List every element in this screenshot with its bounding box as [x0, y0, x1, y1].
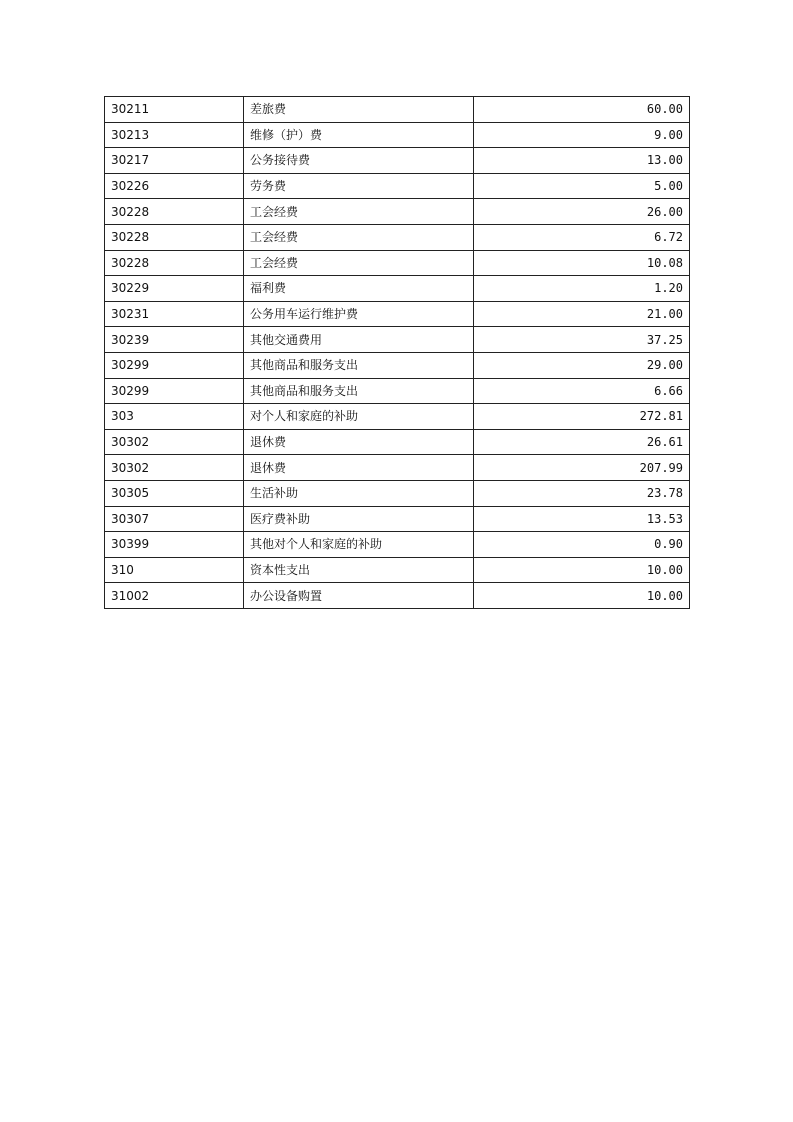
subject-code-cell: 30217 — [105, 148, 244, 174]
subject-name-cell: 资本性支出 — [244, 557, 474, 583]
subject-name-cell: 劳务费 — [244, 173, 474, 199]
table-row — [105, 148, 690, 174]
amount-cell: 26.61 — [474, 429, 690, 455]
amount-cell: 10.08 — [474, 250, 690, 276]
subject-name-cell: 生活补助 — [244, 480, 474, 506]
subject-name-cell: 其他商品和服务支出 — [244, 378, 474, 404]
amount-cell: 10.00 — [474, 557, 690, 583]
amount-cell: 1.20 — [474, 276, 690, 302]
subject-code-cell: 30213 — [105, 122, 244, 148]
table-row — [105, 199, 690, 225]
subject-code-cell: 30231 — [105, 301, 244, 327]
subject-name-cell: 退休费 — [244, 455, 474, 481]
amount-cell: 13.00 — [474, 148, 690, 174]
subject-code-cell: 30399 — [105, 532, 244, 558]
expenditure-table-body — [105, 97, 690, 609]
subject-name-cell: 办公设备购置 — [244, 583, 474, 609]
subject-name-cell: 医疗费补助 — [244, 506, 474, 532]
table-row — [105, 404, 690, 430]
subject-code-cell: 30226 — [105, 173, 244, 199]
subject-code-cell: 310 — [105, 557, 244, 583]
amount-cell: 26.00 — [474, 199, 690, 225]
subject-code-cell: 30307 — [105, 506, 244, 532]
subject-code-cell: 31002 — [105, 583, 244, 609]
amount-cell: 29.00 — [474, 352, 690, 378]
amount-cell: 207.99 — [474, 455, 690, 481]
subject-code-cell: 30228 — [105, 250, 244, 276]
amount-cell: 0.90 — [474, 532, 690, 558]
subject-name-cell: 公务用车运行维护费 — [244, 301, 474, 327]
table-row — [105, 173, 690, 199]
table-row — [105, 301, 690, 327]
amount-cell: 23.78 — [474, 480, 690, 506]
amount-cell: 37.25 — [474, 327, 690, 353]
subject-name-cell: 福利费 — [244, 276, 474, 302]
table-row — [105, 506, 690, 532]
table-row — [105, 276, 690, 302]
subject-name-cell: 其他商品和服务支出 — [244, 352, 474, 378]
subject-name-cell: 其他对个人和家庭的补助 — [244, 532, 474, 558]
amount-cell: 272.81 — [474, 404, 690, 430]
subject-name-cell: 退休费 — [244, 429, 474, 455]
table-row — [105, 327, 690, 353]
subject-name-cell: 其他交通费用 — [244, 327, 474, 353]
subject-code-cell: 303 — [105, 404, 244, 430]
subject-name-cell: 差旅费 — [244, 97, 474, 123]
subject-code-cell: 30211 — [105, 97, 244, 123]
table-row — [105, 557, 690, 583]
subject-name-cell: 工会经费 — [244, 224, 474, 250]
table-row — [105, 583, 690, 609]
amount-cell: 9.00 — [474, 122, 690, 148]
subject-code-cell: 30299 — [105, 352, 244, 378]
subject-code-cell: 30305 — [105, 480, 244, 506]
table-row — [105, 429, 690, 455]
subject-name-cell: 工会经费 — [244, 250, 474, 276]
table-row — [105, 378, 690, 404]
amount-cell: 60.00 — [474, 97, 690, 123]
table-row — [105, 97, 690, 123]
subject-name-cell: 公务接待费 — [244, 148, 474, 174]
amount-cell: 10.00 — [474, 583, 690, 609]
subject-code-cell: 30302 — [105, 455, 244, 481]
subject-code-cell: 30228 — [105, 224, 244, 250]
table-row — [105, 532, 690, 558]
amount-cell: 21.00 — [474, 301, 690, 327]
subject-name-cell: 工会经费 — [244, 199, 474, 225]
table-row — [105, 480, 690, 506]
amount-cell: 5.00 — [474, 173, 690, 199]
table-row — [105, 250, 690, 276]
subject-code-cell: 30302 — [105, 429, 244, 455]
table-row — [105, 455, 690, 481]
amount-cell: 13.53 — [474, 506, 690, 532]
table-row — [105, 352, 690, 378]
amount-cell: 6.72 — [474, 224, 690, 250]
table-row — [105, 122, 690, 148]
subject-code-cell: 30239 — [105, 327, 244, 353]
subject-name-cell: 对个人和家庭的补助 — [244, 404, 474, 430]
table-row — [105, 224, 690, 250]
subject-name-cell: 维修（护）费 — [244, 122, 474, 148]
subject-code-cell: 30229 — [105, 276, 244, 302]
subject-code-cell: 30228 — [105, 199, 244, 225]
amount-cell: 6.66 — [474, 378, 690, 404]
expenditure-table — [104, 96, 690, 609]
subject-code-cell: 30299 — [105, 378, 244, 404]
